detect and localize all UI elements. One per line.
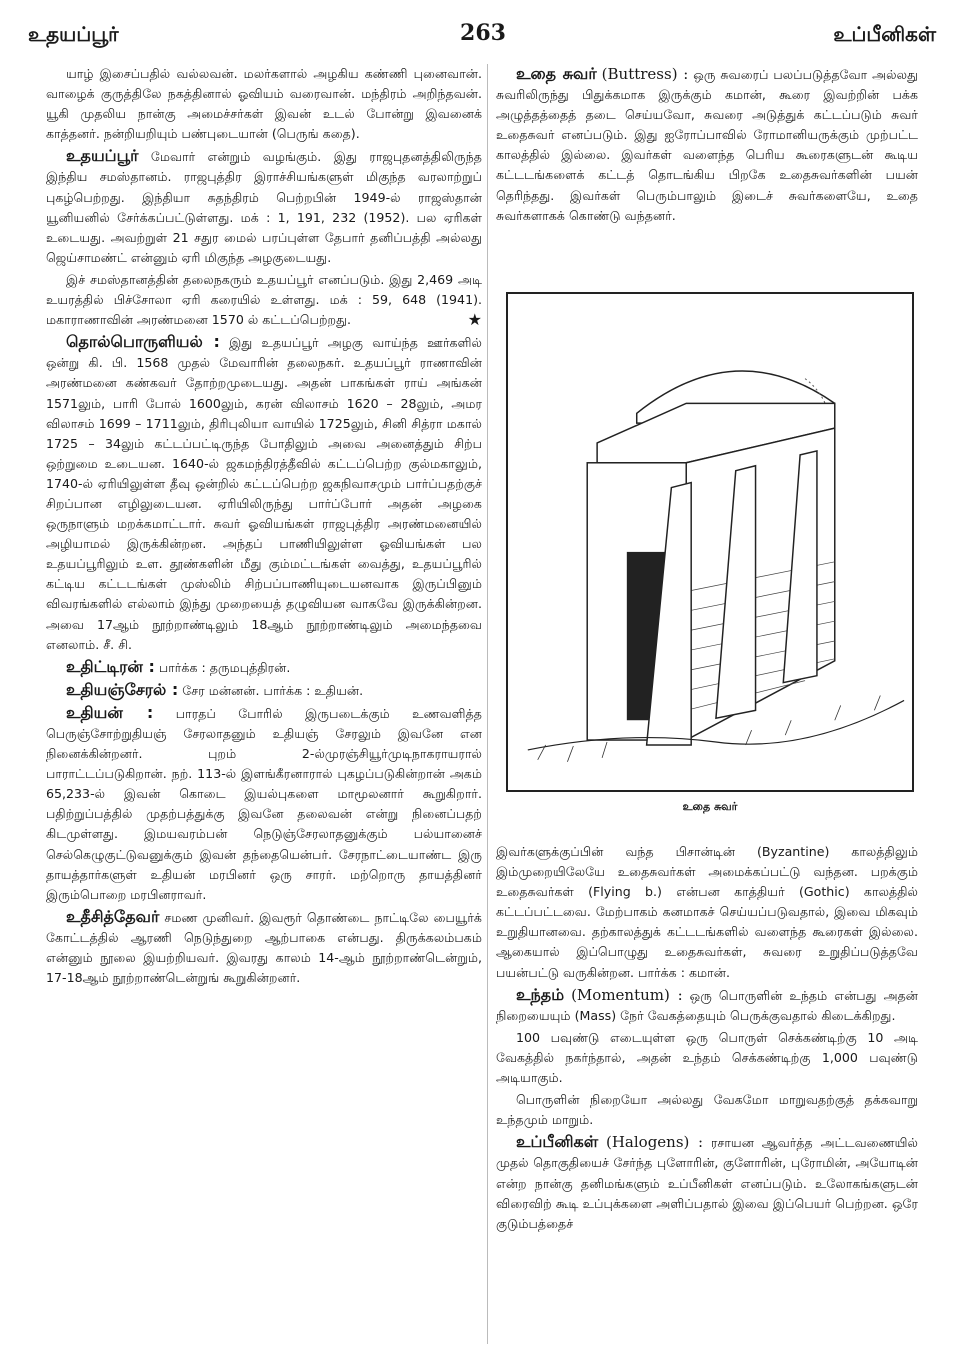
entry-body: பாரதப் போரில் இருபடைக்கும் உணவளித்த பெருஞ்சோற்றுதியஞ் சேரலாதனும் உதியஞ் சேரலும் இவனே என நினைக்கின்றனர். புறம் 2-ல்முரஞ்சியூர்முடிநாகராயரால் பாராட்டப்படுகிறான். நற். 113-ல் இளங்கீரனாரால் புகழப்படுகின்றான் அகம் 65,233-ல் இவன் கொடை இயல்புகளை மாமூலனார் கூறுகிறார். பதிற்றுப்பத்தில் முதற்பத்துக்கு இவனே தலைவன் என்று நினைப்பதற் கிடமுள்ளது. இமயவரம்பன் நெடுஞ்சேரலாதனுக்கும் பல்யானைச் செல்கெழுகுட்டுவனுக்கும் இவன் தந்தையென்பர். சேரநாட்டையாண்ட இரு தாயத்தார்களுள் உதியன் மரபினர் ஒரு சாரர். மற்றொரு தாயத்தினர் இரும்பொறை மரபினராவர். (46, 705, 482, 902)
page-number: 263 (460, 20, 506, 46)
entry-body: சேர மன்னன். பார்க்க : உதியன். (182, 682, 364, 698)
entry-udhisithevar (46, 907, 482, 988)
headword: உந்தம் (516, 984, 565, 1004)
entry-body: ரசாயன ஆவர்த்த அட்டவணையில் முதல் தொகுதியைச் சேர்ந்த புளோரின், குளோரின், புரோமின், அயோடின் என்ற நான்கு தனிமங்களும் உப்பீனிகள் எனப்படும். உலோகங்களுடன் விரைவிற் கூடி உப்புக்களை அளிப்பதால் இவை இப்பெயர் பெற்றன. ஒரே குடும்பத்தைச் (496, 1135, 918, 1231)
entry-body: சமண முனிவர். இவரூர் தொண்டை நாட்டிலே பையூர்க் கோட்டத்தில் ஆரணி நெடுந்துறை ஆற்பாகை என்பது. திருக்கலம்பகம் என்னும் நூலை இயற்றியவர். இவரது காலம் 14-ஆம் நூற்றாண்டென்றும், 17-18ஆம் நூற்றாண்டென்றுங் கூறுகின்றனர். (46, 909, 482, 986)
entry-paragraph (46, 270, 482, 330)
entry-paragraph (496, 1028, 918, 1088)
entry-body: ஒரு பொருளின் உந்தம் என்பது அதன் நிறையையும் (Mass) நேர் வேகத்தையும் பெருக்குவதால் கிடைக்கிறது. (496, 987, 918, 1023)
entry-body: 100 பவுண்டு எடையுள்ள ஒரு பொருள் செக்கண்டிற்கு 10 அடி வேகத்தில் நகர்ந்தால், அதன் உந்தம் செக்கண்டிற்கு 1,000 பவுண்டு அடியாகும். (496, 1029, 918, 1086)
headword-english: (Momentum) : (571, 985, 683, 1004)
headword: உதிட்டிரன் : (66, 656, 155, 676)
entry-body: ஒரு சுவரைப் பலப்படுத்தவோ அல்லது சுவரிலிருந்து பிதுக்கமாக இருக்கும் கமான், கூரை இவற்றின் பக்க அழுத்தத்தைத் தடை செய்யவோ, சுவரை அடுத்துக் கட்டப்படும் சுவர் உதைசுவர் எனப்படும். இது ஐரோப்பாவில் ரோமானியருக்கும் முற்பட்ட காலத்தில் இல்லை. இவர்கள் வளைந்த பெரிய கூரைகளுடன் கூடிய கட்டடங்களைக் கட்டத் தொடங்கிய பிறகே உதைசுவர்களின் பயன் தெரிந்தது. இவர்கள் பெரும்பாலும் இடைச் சுவர்களையே, உதை சுவர்களாகக் கொண்டு வந்தனர். (496, 67, 918, 223)
entry-body: பார்க்க : தருமபுத்திரன். (158, 659, 291, 675)
figure-caption: உதை சுவர் (682, 800, 738, 813)
entry-body: இது உதயப்பூர் அழகு வாய்ந்த ஊர்களில் ஒன்று கி. பி. 1568 முதல் மேவாரின் தலைநகர். உதயப்பூர் ராணாவின் அரண்மனை கண்கவர் தோற்றமுடையது. அதன் பாகங்கள் ராய் அங்கன் 1571லும், பாரி போல் 1600லும், கரன் விலாசம் 1620 – 28லும், அமர விலாசம் 1699 – 1711லும், திரிபுலியா வாயில் 1725லும், சினி சித்ரா மகால் 1725 – 34லும் கட்டப்பட்டிருந்த போதிலும் அவை அனைத்தும் சிற்ப ஒற்றுமை உடையன. 1640-ல் ஜகமந்திரத்தீவில் கட்டப்பெற்ற குல்மகாலும், 1740-ல் ஏரியிலுள்ள தீவு ஒன்றில் கட்டப்பெற்ற ஜகநிவாசமும் பார்ப்பதற்குச் சிறப்பான எழிலுடையன. ஏரியிலிருந்து பார்ப்போர் அதன் அழகை ஒருநாளும் மறக்கமாட்டார். சுவர் ஓவியங்கள் ராஜபுத்திர அரண்மனையில் அழியாமல் இருக்கின்றன. அந்தப் பாணியிலுள்ள ஓவியங்கள் பல உதயப்பூரிலும் உள. தூண்களின் மீது கும்மட்டங்கள் வைத்து, உதயப்பூரில் கட்டிய கட்டடங்கள் முஸ்லிம் சிற்பப்பாணியுடையனவாக இருப்பினும் விவரங்களில் எல்லாம் இந்து முறையைத் தழுவியன வாகவே இருக்கின்றன. அவை 17ஆம் நூற்றாண்டிலும் 18ஆம் நூற்றாண்டிலும் அமைந்தவை எனலாம். சீ. சி. (46, 335, 482, 652)
running-head-right: உப்பீனிகள் (833, 22, 936, 46)
buttress-drawing (508, 294, 912, 790)
headword: தொல்பொருளியல் : (66, 332, 220, 352)
column-divider (487, 64, 488, 1344)
right-column-bottom (496, 842, 918, 1342)
headword: உதீசித்தேவர் (66, 906, 160, 926)
entry-archaeology (46, 332, 482, 655)
star-symbol: ★ (467, 310, 482, 330)
headword-english: (Buttress) : (601, 65, 689, 83)
entry-body: இவர்களுக்குப்பின் வந்த பிசான்டின் (Byzantine) காலத்திலும் இம்முறையிலேயே உதைசுவர்கள் அமைக்கப்பட்டு வந்தன. பறக்கும் உதைசுவர்கள் (Flying b.) என்பன காத்தியர் (Gothic) காலத்தில் கட்டப்பட்டவை. மேற்பாகம் கனமாகச் செய்யப்படுவதால், இவை மிகவும் உறுதியானவை. தற்காலத்துக் கட்டடங்களில் வளைந்த கூரைகள் இல்லை. ஆகையால் இப்பொழுது உதைசுவர்கள், சுவரை உறுதிப்படுத்தவே பயன்பட்டு வருகின்றன. பார்க்க : கமான். (496, 844, 918, 980)
entry-body: மேவார் என்றும் வழங்கும். இது ராஜபுதனத்திலிருந்த இந்திய சமஸ்தானம். ராஜபுத்திர இராச்சியங்களுள் மிகுந்த வரலாற்றுப் புகழ்பெற்றது. இந்தியா சுதந்திரம் பெற்றபின் 1949-ல் ராஜஸ்தான் யூனியனில் சேர்க்கப்பட்டுள்ளது. மக் : 1, 191, 232 (1952). பல ஏரிகள் உடையது. அவற்றுள் 21 சதுர மைல் பரப்புள்ள தேபார் தனிப்பத்தி அல்லது ஜெய்சாமண்ட் என்னும் ஏரி மிகுந்த அழகுடையது. (46, 149, 482, 265)
right-column-top (496, 64, 918, 290)
entry-buttress (496, 64, 918, 226)
entry-udhittiran (46, 657, 482, 678)
entry-udayapur (46, 146, 482, 268)
entry-halogens (496, 1132, 918, 1233)
entry-momentum (496, 985, 918, 1026)
buttress-illustration (506, 292, 914, 792)
entry-udhiyan (46, 703, 482, 905)
entry-paragraph (496, 842, 918, 983)
entry-udhiyancheral (46, 680, 482, 701)
headword: உப்பீனிகள் (516, 1132, 599, 1152)
left-column (46, 64, 482, 1344)
entry-paragraph (496, 1090, 918, 1130)
headword: உதியன் : (66, 702, 154, 722)
headword: உதை சுவர் (516, 64, 597, 83)
headword: உதயப்பூர் (66, 146, 139, 166)
page-header (0, 0, 966, 58)
headword-english: (Halogens) : (605, 1133, 704, 1152)
running-head-left: உதயப்பூர் (28, 22, 119, 46)
entry-paragraph (46, 64, 482, 144)
entry-body: பொருளின் நிறையோ அல்லது வேகமோ மாறுவதற்குத் தக்கவாறு உந்தமும் மாறும். (496, 1092, 918, 1128)
entry-body: இச் சமஸ்தானத்தின் தலைநகரும் உதயப்பூர் எனப்படும். இது 2,469 அடி உயரத்தில் பிச்சோலா ஏரி கரையில் உள்ளது. மக் : 59, 648 (1941). மகாராணாவின் அரண்மனை 1570 ல் கட்டப்பெற்றது. (46, 271, 482, 328)
headword: உதியஞ்சேரல் : (66, 679, 179, 699)
entry-body: யாழ் இசைப்பதில் வல்லவன். மலர்களால் அழகிய கண்ணி புனைவான். வாழைக் குருத்திலே நகத்தினால் ஓவியம் வரைவான். மந்திரம் அறிந்தவன். யூகி முதலிய நான்கு அமைச்சர்கள் இவன் உடல் போன்று இவனைக் காத்தனர். நன்றியறியும் பண்புடையான் (பெருங் கதை). (46, 66, 482, 142)
